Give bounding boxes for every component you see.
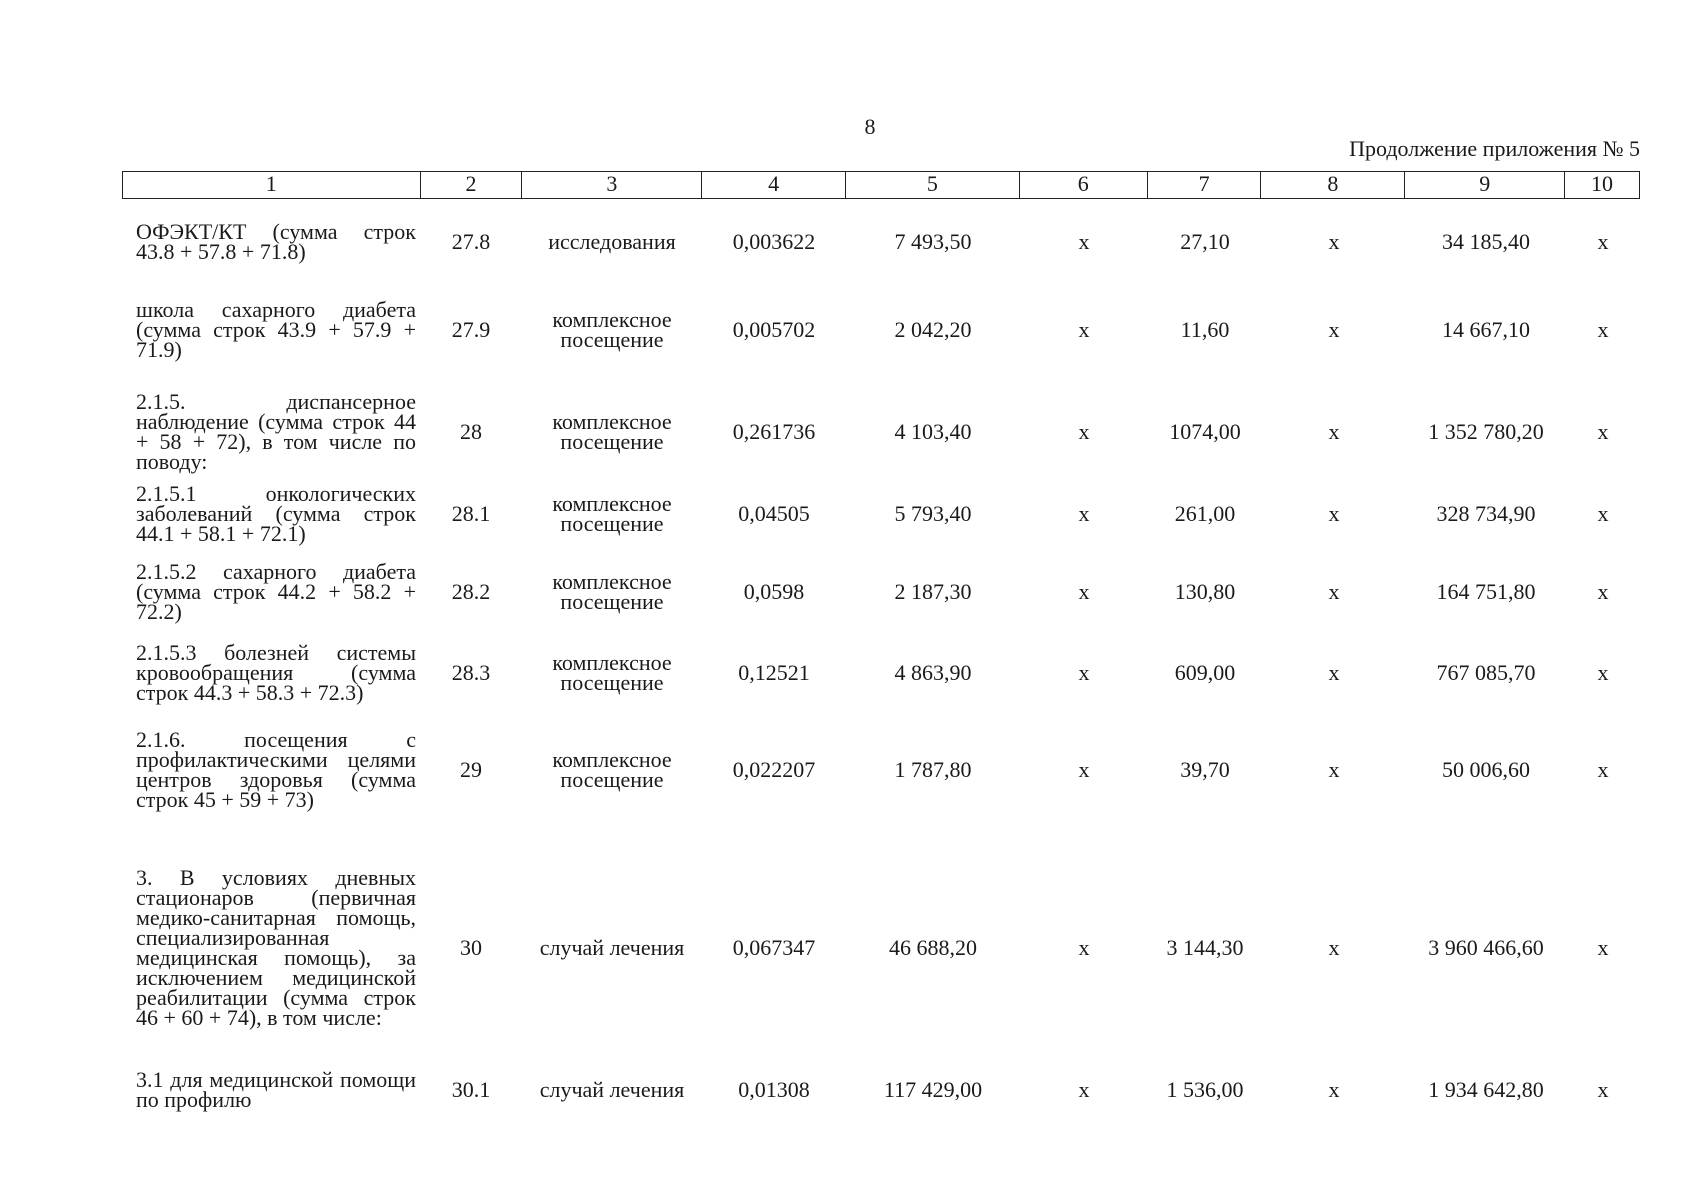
row-col-10: х	[1597, 501, 1609, 526]
column-number: 3	[522, 172, 702, 198]
row-line-number: 27.9	[451, 317, 491, 342]
page-number: 8	[864, 114, 876, 139]
row-col-6: х	[1078, 935, 1090, 960]
column-number: 10	[1591, 171, 1614, 196]
row-unit: исследования	[548, 229, 676, 254]
table-row	[122, 640, 1640, 705]
row-volume: 0,005702	[732, 317, 816, 342]
row-col-9: 50 006,60	[1442, 757, 1530, 782]
row-col-8: х	[1328, 229, 1340, 254]
row-cost: 1 787,80	[894, 757, 972, 782]
table-row	[122, 219, 1640, 264]
table-row	[122, 389, 1640, 474]
row-col-10: х	[1597, 1077, 1609, 1102]
row-unit: комплексное посещение	[552, 307, 672, 352]
column-number: 4	[702, 172, 846, 198]
row-col-8: х	[1328, 1077, 1340, 1102]
row-col-8: х	[1328, 501, 1340, 526]
column-number: 7	[1148, 172, 1262, 198]
row-name: 2.1.5.2 сахарного диабета (сумма строк 44.2 + 58.2 + 72.2)	[136, 559, 416, 624]
row-col-6: х	[1078, 579, 1090, 604]
row-line-number: 28	[460, 419, 482, 444]
row-col-6: х	[1078, 501, 1090, 526]
row-col-7: 27,10	[1180, 229, 1230, 254]
column-number: 1	[123, 172, 421, 198]
row-col-6: х	[1078, 660, 1090, 685]
row-name: школа сахарного диабета (сумма строк 43.9 + 57.9 + 71.9)	[136, 297, 416, 362]
row-volume: 0,067347	[732, 935, 816, 960]
row-unit: комплексное посещение	[552, 650, 672, 695]
row-col-7: 609,00	[1174, 660, 1236, 685]
row-line-number: 27.8	[451, 229, 491, 254]
row-col-8: х	[1328, 317, 1340, 342]
row-unit: случай лечения	[539, 935, 685, 960]
row-col-9: 3 960 466,60	[1428, 935, 1544, 960]
row-line-number: 28.1	[451, 501, 491, 526]
row-name: 3. В условиях дневных стационаров (первичная медико-санитарная помощь, специализированная медицинская помощь), за исключением медицинской реабилитации (сумма строк 46 + 60 + 74), в том числе:	[136, 865, 416, 1030]
table-row	[122, 838, 1640, 1058]
continuation-note: Продолжение приложения № 5	[1349, 136, 1640, 161]
row-unit: комплексное посещение	[552, 569, 672, 614]
row-volume: 0,12521	[738, 660, 810, 685]
column-number: 6	[1020, 172, 1148, 198]
row-cost: 5 793,40	[894, 501, 972, 526]
row-col-9: 328 734,90	[1436, 501, 1536, 526]
row-cost: 46 688,20	[889, 935, 977, 960]
row-col-7: 39,70	[1180, 757, 1230, 782]
column-number: 2	[421, 172, 523, 198]
row-col-7: 261,00	[1174, 501, 1236, 526]
row-col-9: 164 751,80	[1436, 579, 1536, 604]
row-col-6: х	[1078, 757, 1090, 782]
row-col-9: 34 185,40	[1442, 229, 1530, 254]
table-row	[122, 559, 1640, 624]
column-number: 5	[846, 172, 1020, 198]
row-volume: 0,261736	[732, 419, 816, 444]
table-row	[122, 481, 1640, 546]
row-col-6: х	[1078, 229, 1090, 254]
row-col-7: 130,80	[1174, 579, 1236, 604]
row-col-7: 1 536,00	[1166, 1077, 1244, 1102]
row-line-number: 28.3	[451, 660, 491, 685]
row-col-8: х	[1328, 757, 1340, 782]
row-cost: 4 103,40	[894, 419, 972, 444]
row-volume: 0,003622	[732, 229, 816, 254]
row-name: 2.1.5.1 онкологических заболеваний (сумма строк 44.1 + 58.1 + 72.1)	[136, 481, 416, 546]
row-name: 2.1.5.3 болезней системы кровообращения (сумма строк 44.3 + 58.3 + 72.3)	[136, 640, 416, 705]
row-col-7: 3 144,30	[1166, 935, 1244, 960]
table-row	[122, 720, 1640, 820]
row-unit: комплексное посещение	[552, 747, 672, 792]
row-cost: 2 187,30	[894, 579, 972, 604]
row-col-6: х	[1078, 419, 1090, 444]
row-col-9: 767 085,70	[1436, 660, 1536, 685]
row-cost: 7 493,50	[894, 229, 972, 254]
row-col-9: 1 934 642,80	[1428, 1077, 1544, 1102]
row-col-8: х	[1328, 935, 1340, 960]
table-row	[122, 297, 1640, 362]
row-name: ОФЭКТ/КТ (сумма строк 43.8 + 57.8 + 71.8)	[136, 219, 416, 264]
row-col-6: х	[1078, 317, 1090, 342]
row-cost: 117 429,00	[883, 1077, 983, 1102]
row-col-6: х	[1078, 1077, 1090, 1102]
row-name: 3.1 для медицинской помощи по профилю	[136, 1067, 416, 1112]
row-volume: 0,0598	[743, 579, 805, 604]
row-col-7: 11,60	[1180, 317, 1230, 342]
row-col-10: х	[1597, 660, 1609, 685]
row-line-number: 28.2	[451, 579, 491, 604]
row-col-7: 1074,00	[1169, 419, 1241, 444]
table-row	[122, 1068, 1640, 1112]
row-col-10: х	[1597, 419, 1609, 444]
row-unit: случай лечения	[539, 1077, 685, 1102]
row-col-8: х	[1328, 660, 1340, 685]
row-col-8: х	[1328, 419, 1340, 444]
table-column-numbers	[122, 171, 1640, 199]
row-line-number: 30.1	[451, 1077, 491, 1102]
row-volume: 0,04505	[738, 501, 810, 526]
row-col-10: х	[1597, 579, 1609, 604]
row-col-10: х	[1597, 757, 1609, 782]
row-col-10: х	[1597, 317, 1609, 342]
row-name: 2.1.6. посещения с профилактическими целями центров здоровья (сумма строк 45 + 59 + 73)	[136, 727, 416, 812]
row-volume: 0,01308	[738, 1077, 810, 1102]
column-number: 8	[1261, 172, 1405, 198]
row-unit: комплексное посещение	[552, 409, 672, 454]
row-col-9: 1 352 780,20	[1428, 419, 1544, 444]
row-unit: комплексное посещение	[552, 491, 672, 536]
row-name: 2.1.5. диспансерное наблюдение (сумма строк 44 + 58 + 72), в том числе по поводу:	[136, 389, 416, 474]
row-col-10: х	[1597, 229, 1609, 254]
row-line-number: 29	[460, 757, 482, 782]
row-cost: 2 042,20	[894, 317, 972, 342]
column-number: 9	[1405, 172, 1565, 198]
row-volume: 0,022207	[732, 757, 816, 782]
row-col-8: х	[1328, 579, 1340, 604]
row-col-10: х	[1597, 935, 1609, 960]
row-cost: 4 863,90	[894, 660, 972, 685]
row-col-9: 14 667,10	[1442, 317, 1530, 342]
row-line-number: 30	[460, 935, 482, 960]
